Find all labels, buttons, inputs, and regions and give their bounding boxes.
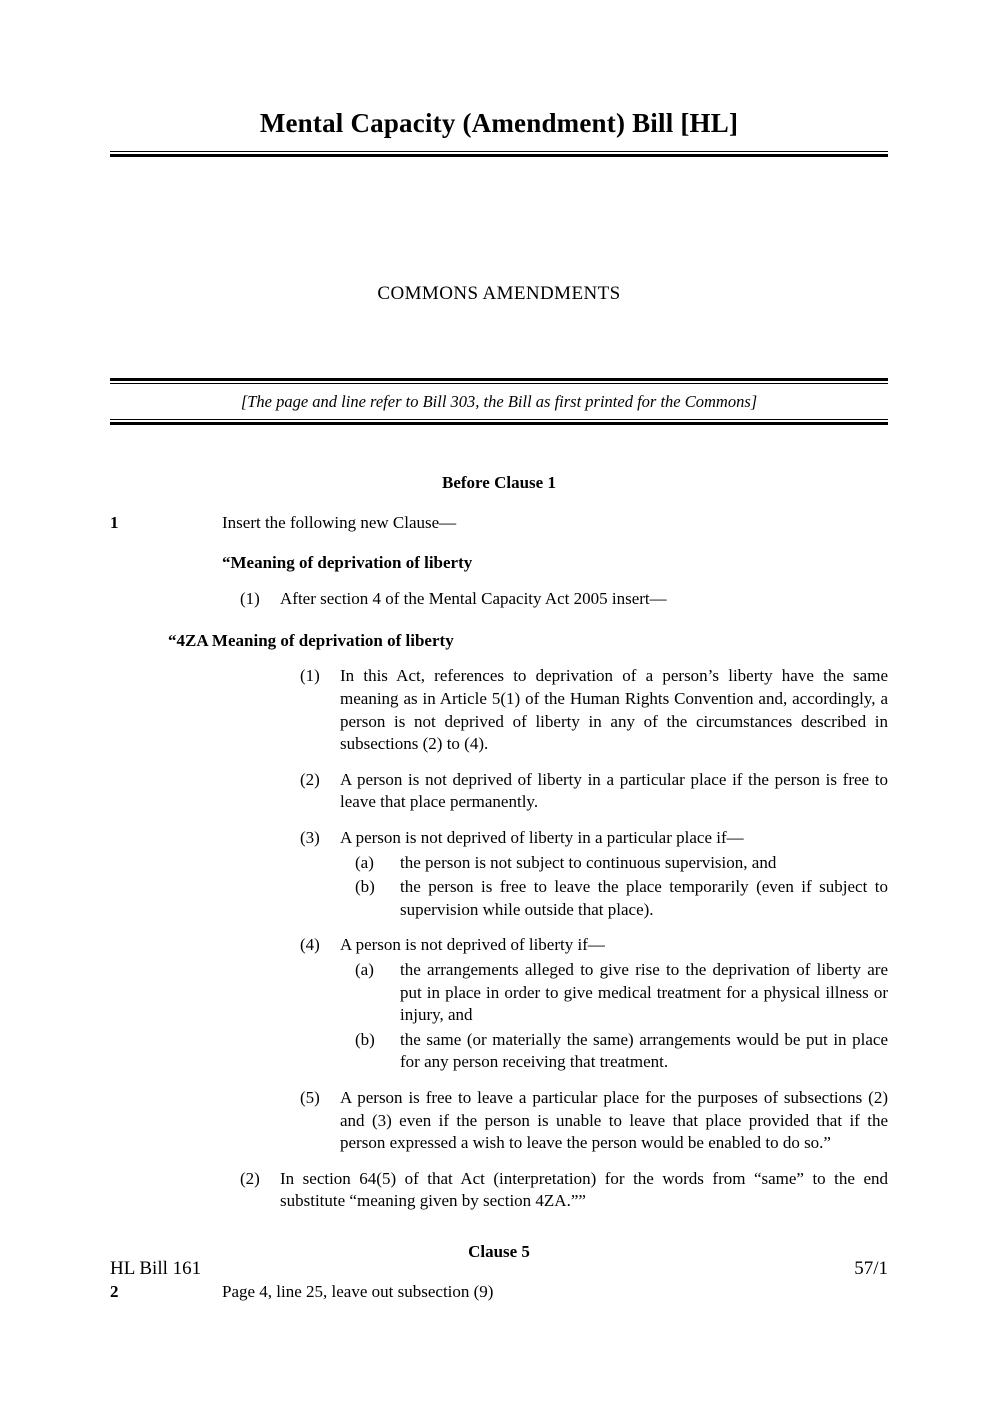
section-4za-subsection-4-paragraph-a xyxy=(355,959,888,1027)
paragraph-text: the same (or materially the same) arrangements would be put in place for any person receiving that treatment. xyxy=(400,1029,888,1072)
paragraph-text: the arrangements alleged to give rise to the deprivation of liberty are put in place in order to give medical treatment for a physical illness or injury, and xyxy=(400,959,888,1025)
subsection-marker: (4) xyxy=(300,935,320,955)
section-4za-subsection-4-paragraph-b xyxy=(355,1029,888,1074)
reference-note: [The page and line refer to Bill 303, the Bill as first printed for the Commons] xyxy=(240,392,758,412)
paragraph-marker: (b) xyxy=(355,1029,375,1049)
section-4za-subsection-3-paragraph-a xyxy=(355,852,888,875)
paragraph-marker: (a) xyxy=(355,852,374,872)
inserted-clause-heading: “Meaning of deprivation of liberty xyxy=(222,553,473,573)
subsection-marker: (2) xyxy=(240,1168,260,1188)
new-section-heading-4za: “4ZA Meaning of deprivation of liberty xyxy=(168,630,454,650)
page-number: 57/1 xyxy=(854,1258,888,1279)
heading-clause-5: Clause 5 xyxy=(468,1242,530,1262)
page-footer xyxy=(110,1258,888,1280)
paragraph-marker: (b) xyxy=(355,877,375,897)
amendment-lead-text: Insert the following new Clause— xyxy=(222,512,457,532)
subsection-marker: (3) xyxy=(300,827,320,847)
subsection-text: In section 64(5) of that Act (interpretation) for the words from “same” to the end substitute “meaning given by section 4ZA.”” xyxy=(280,1168,888,1211)
subsection-marker: (2) xyxy=(300,769,320,789)
subsection-marker: (1) xyxy=(300,666,320,686)
subsection-marker: (5) xyxy=(300,1088,320,1108)
paragraph-text: the person is not subject to continuous supervision, and xyxy=(400,852,777,872)
amendment-number: 1 xyxy=(110,512,119,532)
subsection-2 xyxy=(240,1168,888,1213)
section-4za-subsection-2 xyxy=(300,769,888,814)
subsection-marker: (1) xyxy=(240,589,260,609)
page-title: Mental Capacity (Amendment) Bill [HL] xyxy=(259,108,739,138)
amendment-body xyxy=(222,512,888,575)
reference-note-box xyxy=(110,378,888,425)
section-heading: COMMONS AMENDMENTS xyxy=(377,283,621,305)
amendment-lead-text: Page 4, line 25, leave out subsection (9) xyxy=(222,1282,494,1302)
amendment-body xyxy=(222,1281,888,1304)
paragraph-text: the person is free to leave the place temporarily (even if subject to supervision while outside that place). xyxy=(400,877,888,919)
amendment-2 xyxy=(110,1281,888,1304)
section-4za-subsection-3 xyxy=(300,827,888,850)
section-4za-subsection-3-paragraph-b xyxy=(355,876,888,921)
subsection-text: A person is not deprived of liberty in a particular place if— xyxy=(340,827,744,847)
subsection-text: A person is free to leave a particular place for the purposes of subsections (2) and (3) even if the person is unable to leave that place provided that if the person expressed a wish to leave the person would be enabled to do so.” xyxy=(340,1088,888,1153)
document-content xyxy=(110,0,888,1304)
subsection-1 xyxy=(240,588,888,611)
subsection-text: After section 4 of the Mental Capacity Act 2005 insert— xyxy=(280,589,667,609)
subsection-text: In this Act, references to deprivation of a person’s liberty have the same meaning as in Article 5(1) of the Human Rights Convention and, accordingly, a person is not deprived of liberty in any of the circumstances described in subsections (2) to (4). xyxy=(340,666,888,754)
subsection-text: A person is not deprived of liberty if— xyxy=(340,935,605,955)
section-4za-subsection-4 xyxy=(300,934,888,957)
section-4za-subsection-1 xyxy=(300,665,888,755)
subsection-text: A person is not deprived of liberty in a particular place if the person is free to leave that place permanently. xyxy=(340,769,888,812)
amendment-1 xyxy=(110,512,888,575)
heading-before-clause-1: Before Clause 1 xyxy=(442,472,556,492)
amendment-number: 2 xyxy=(110,1282,119,1302)
paragraph-marker: (a) xyxy=(355,959,374,979)
section-4za-subsection-5 xyxy=(300,1087,888,1155)
bill-number: HL Bill 161 xyxy=(110,1258,202,1279)
